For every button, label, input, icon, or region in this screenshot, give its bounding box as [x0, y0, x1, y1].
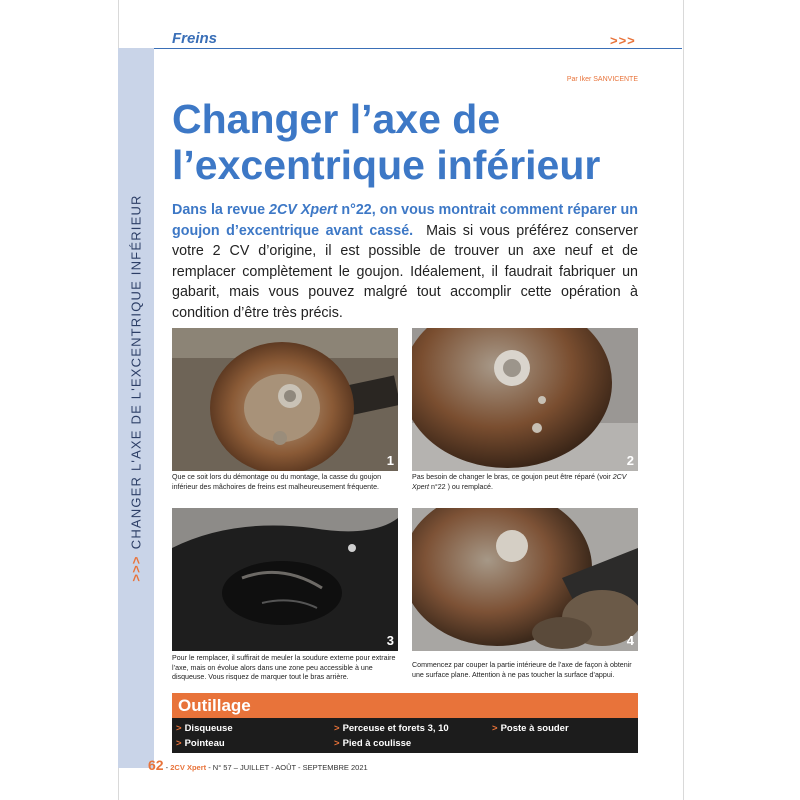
tools-list — [172, 718, 638, 753]
footer-magazine: 2CV Xpert — [170, 763, 207, 772]
intro-paragraph — [172, 200, 638, 323]
tool-arrow: > — [334, 738, 340, 749]
sidebar-label: CHANGER L'AXE DE L'EXCENTRIQUE INFÉRIEUR — [128, 194, 144, 550]
photo-3 — [172, 508, 398, 651]
article-title — [172, 96, 642, 188]
photo-1 — [172, 328, 398, 471]
photo-2 — [412, 328, 638, 471]
sidebar-arrows: >>> — [128, 555, 144, 582]
photo-number: 4 — [626, 633, 634, 648]
header-arrows: >>> — [610, 33, 636, 48]
photo-number: 1 — [386, 453, 394, 468]
tool-item — [334, 723, 449, 734]
tool-label: Pied à coulisse — [342, 738, 412, 749]
section-label: Freins — [172, 30, 218, 47]
intro-body: Mais si vous préférez conserver votre 2 CV d’origine, il est possible de trouver un axe neuf et de remplacer complètement le goujon. Idéalement, il faudrait fabriquer un gabarit, mais vous pouvez malgré tout accomplir cette opération à condition d’être très précis. — [172, 222, 638, 321]
byline: Par Iker SANVICENTE — [566, 76, 638, 83]
page-number: 62 — [148, 757, 164, 773]
page-footer — [148, 757, 368, 773]
tools-header — [172, 693, 638, 718]
photo-3-caption: Pour le remplacer, il suffirait de meuler la soudure externe pour extraire l’axe, mais on évolue alors dans une zone peu accessible à une disqueuse. Vous risquez de marquer tout le bras arrière. — [172, 654, 396, 681]
footer-dash: - — [165, 763, 169, 772]
caption-text: Pas besoin de changer le bras, ce goujon peut être réparé (voir — [412, 473, 613, 481]
tool-item — [334, 738, 411, 749]
tool-arrow: > — [334, 723, 340, 734]
tool-arrow: > — [176, 738, 182, 749]
title-line-2: l’excentrique inférieur — [172, 142, 601, 188]
photo-number: 2 — [626, 453, 634, 468]
photo-number: 3 — [386, 633, 394, 648]
tool-item — [176, 738, 225, 749]
photo-2-caption — [412, 473, 638, 492]
tool-label: Perceuse et forets 3, 10 — [342, 723, 449, 734]
tool-label: Pointeau — [184, 738, 225, 749]
tool-label: Disqueuse — [184, 723, 233, 734]
tool-arrow: > — [492, 723, 498, 734]
tools-title: Outillage — [178, 696, 251, 715]
intro-lead-prefix: Dans la revue — [172, 202, 270, 218]
sidebar-title — [129, 194, 144, 581]
tool-item — [176, 723, 233, 734]
photo-4 — [412, 508, 638, 651]
photo-4-caption: Commencez par couper la partie intérieure de l’axe de façon à obtenir une surface plane. Attention à ne pas toucher la surface d’appui. — [412, 661, 632, 679]
tool-label: Poste à souder — [500, 723, 569, 734]
footer-issue: - N° 57 – JUILLET - AOÛT - SEPTEMBRE 2021 — [208, 763, 368, 772]
intro-lead-suffix: n°22, on vous montrait comment réparer un goujon d’excentrique avant cassé. — [172, 202, 639, 239]
header-rule — [154, 48, 682, 49]
photo-1-caption: Que ce soit lors du démontage ou du montage, la casse du goujon inférieur des mâchoires de freins est malheureusement fréquente. — [172, 473, 382, 491]
title-line-1: Changer l’axe de — [172, 96, 501, 142]
intro-lead-magazine: 2CV Xpert — [269, 202, 338, 218]
caption-magazine: 2CV Xpert — [412, 473, 627, 491]
tool-item — [492, 723, 569, 734]
caption-text: n°22 ) ou remplacé. — [428, 482, 493, 491]
tool-arrow: > — [176, 723, 182, 734]
